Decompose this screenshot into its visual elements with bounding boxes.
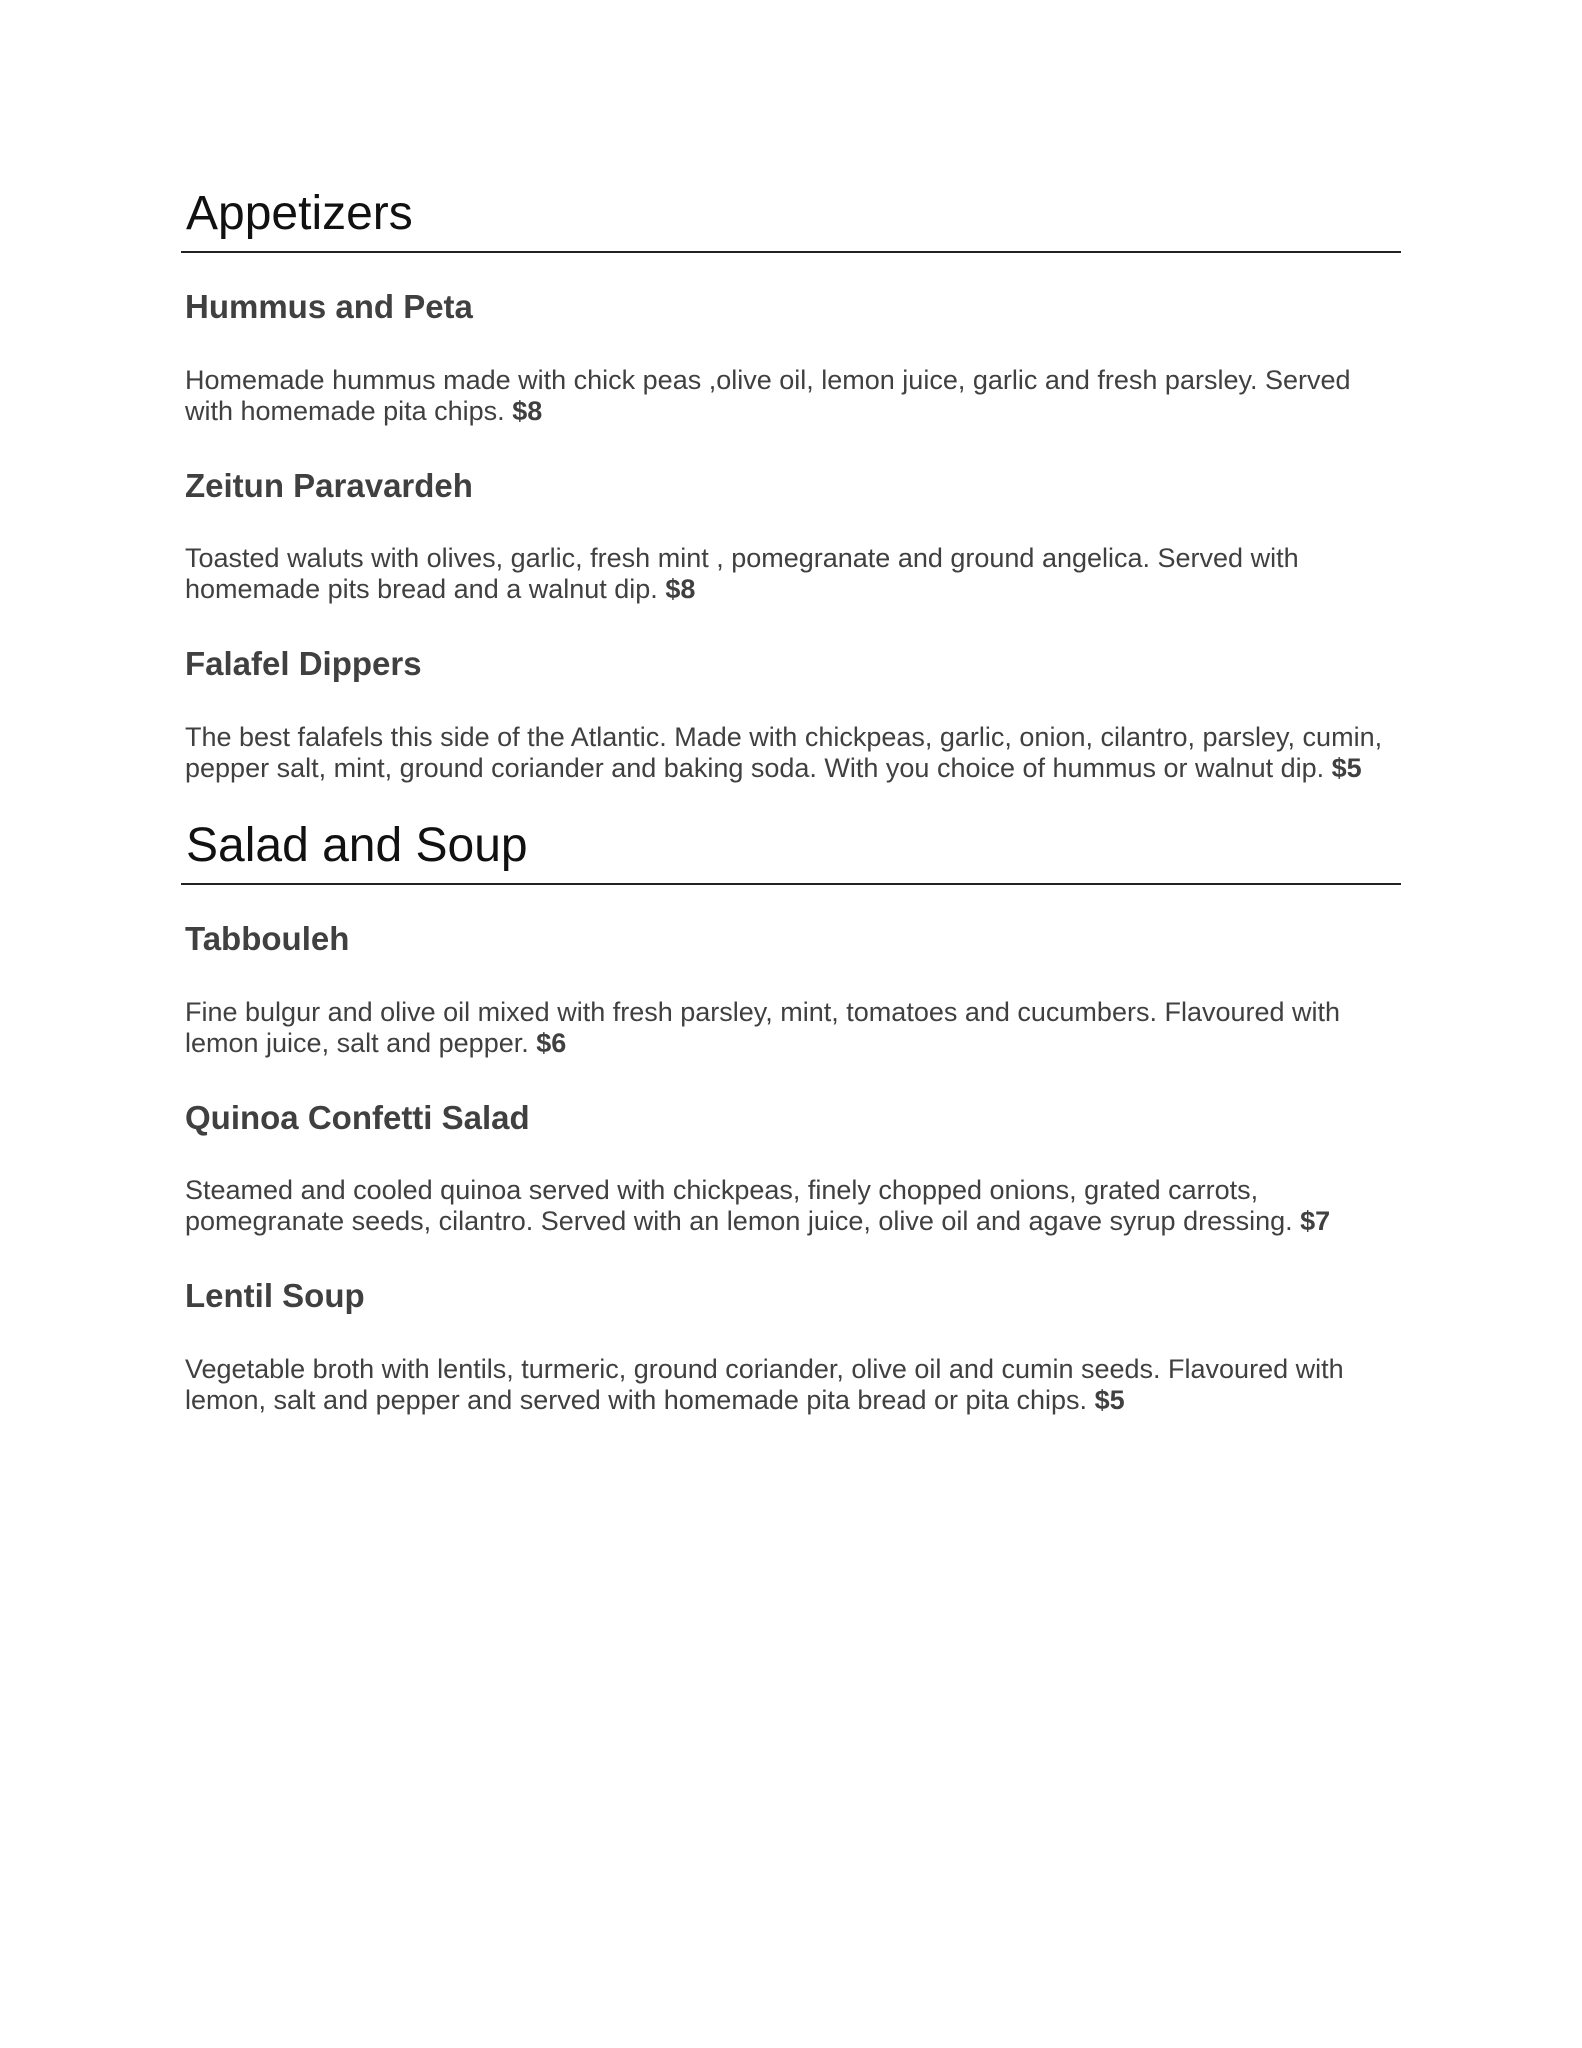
menu-item-tabbouleh bbox=[185, 919, 1397, 1059]
item-price: $6 bbox=[536, 1027, 567, 1058]
section-title: Salad and Soup bbox=[186, 818, 528, 872]
menu-item-zeitun-paravardeh bbox=[185, 466, 1397, 606]
menu-content bbox=[185, 186, 1397, 1416]
section-divider bbox=[181, 883, 1401, 885]
section-title: Appetizers bbox=[186, 187, 413, 240]
menu-item-hummus-and-peta bbox=[185, 287, 1397, 427]
item-description bbox=[185, 1354, 1397, 1416]
item-price: $5 bbox=[1094, 1384, 1125, 1415]
item-name: Quinoa Confetti Salad bbox=[185, 1098, 530, 1136]
item-description-text: Vegetable broth with lentils, turmeric, ground coriander, olive oil and cumin seeds. Flavoured with lemon, salt and pepper and served with homemade pita bread or pita chips. bbox=[185, 1353, 1344, 1415]
menu-item-lentil-soup bbox=[185, 1276, 1397, 1416]
section-salad-and-soup bbox=[185, 818, 1397, 1416]
item-price: $8 bbox=[665, 574, 696, 605]
menu-item-quinoa-confetti-salad bbox=[185, 1098, 1397, 1238]
item-name: Lentil Soup bbox=[185, 1277, 365, 1315]
item-description-text: Homemade hummus made with chick peas ,olive oil, lemon juice, garlic and fresh parsley. Served with homemade pita chips. bbox=[185, 364, 1351, 426]
item-description-text: The best falafels this side of the Atlantic. Made with chickpeas, garlic, onion, cilantro, parsley, cumin, pepper salt, mint, ground coriander and baking soda. With you choice of hummus or walnut dip. bbox=[185, 721, 1383, 783]
item-name: Zeitun Paravardeh bbox=[185, 466, 473, 504]
item-name: Falafel Dippers bbox=[185, 645, 422, 683]
item-price: $5 bbox=[1331, 752, 1362, 783]
item-description-text: Fine bulgur and olive oil mixed with fresh parsley, mint, tomatoes and cucumbers. Flavoured with lemon juice, salt and pepper. bbox=[185, 996, 1341, 1058]
item-name: Tabbouleh bbox=[185, 920, 350, 958]
item-description bbox=[185, 997, 1397, 1059]
item-description bbox=[185, 365, 1397, 427]
section-divider bbox=[181, 251, 1401, 253]
item-description bbox=[185, 722, 1397, 784]
item-description-text: Steamed and cooled quinoa served with chickpeas, finely chopped onions, grated carrots, pomegranate seeds, cilantro. Served with an lemon juice, olive oil and agave syrup dressing. bbox=[185, 1175, 1293, 1237]
item-price: $7 bbox=[1300, 1206, 1331, 1237]
menu-item-falafel-dippers bbox=[185, 644, 1397, 784]
item-price: $8 bbox=[512, 395, 543, 426]
item-description bbox=[185, 1175, 1397, 1237]
item-description-text: Toasted waluts with olives, garlic, fresh mint , pomegranate and ground angelica. Served with homemade pits bread and a walnut dip. bbox=[185, 543, 1299, 605]
section-appetizers bbox=[185, 186, 1397, 784]
item-name: Hummus and Peta bbox=[185, 288, 473, 326]
item-description bbox=[185, 543, 1397, 605]
